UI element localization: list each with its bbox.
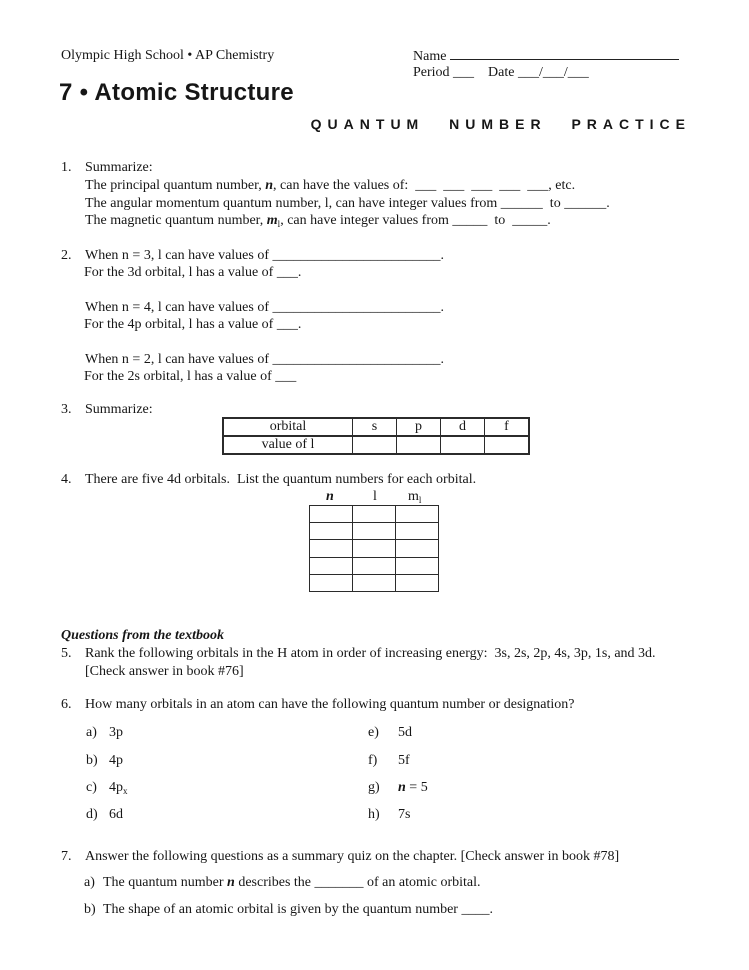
q6-item-h: [368, 806, 410, 823]
table-cell-empty: [353, 523, 396, 540]
q3-number: 3.: [61, 402, 72, 417]
table-cell-empty: [396, 540, 439, 557]
q1-l1-blanks: , can have the values of: ___ ___ ___ ___ ___, etc.: [273, 178, 576, 193]
q6-item-g: [368, 779, 428, 796]
table-cell-empty: [310, 540, 353, 557]
table-cell-empty: [353, 436, 397, 454]
item-value: 5f: [398, 753, 410, 768]
q7-text: Answer the following questions as a summary quiz on the chapter. [Check answer in book #78]: [85, 849, 620, 864]
q1-l3-blanks: , can have integer values from _____ to _____.: [280, 213, 551, 228]
item-value: = 5: [405, 780, 428, 795]
table-cell-empty: [353, 506, 396, 523]
q1-m-subscript: l: [277, 219, 281, 229]
name-blank-line: [450, 46, 679, 60]
q2-number: 2.: [61, 248, 72, 263]
item-subscript: x: [123, 786, 128, 796]
q4-m-subscript: l: [418, 495, 422, 505]
item-value: 6d: [109, 807, 123, 822]
table-cell-empty: [353, 574, 396, 591]
q3-col-s: s: [353, 418, 397, 436]
q4-header-l: l: [373, 489, 377, 504]
item-value: 7s: [398, 807, 411, 822]
q6-item-e: [368, 724, 412, 741]
q4-m-symbol: m: [408, 489, 419, 504]
q4-number: 4.: [61, 472, 72, 487]
item-value: 5d: [398, 725, 412, 740]
table-cell-empty: [353, 557, 396, 574]
q1-intro: Summarize:: [85, 160, 153, 175]
item-value: 4p: [109, 780, 123, 795]
q6-number: 6.: [61, 697, 72, 712]
name-label: Name: [413, 49, 447, 64]
table-cell-empty: [310, 523, 353, 540]
table-cell-empty: [396, 523, 439, 540]
item-value: 4p: [109, 753, 123, 768]
q7-item-a: [84, 874, 481, 891]
q3-value-row: [223, 436, 529, 454]
q2-line-n4: When n = 4, l can have values of ________________________.: [85, 300, 444, 315]
item-letter: f): [368, 753, 378, 768]
table-cell-empty: [396, 574, 439, 591]
q1-line-angular: The angular momentum quantum number, l, can have integer values from ______ to ______.: [85, 196, 610, 211]
q5-number: 5.: [61, 646, 72, 661]
q6-item-c: [86, 779, 128, 796]
q3-intro: Summarize:: [85, 402, 153, 417]
item-letter: e): [368, 725, 379, 740]
table-cell-empty: [396, 506, 439, 523]
school-header: Olympic High School • AP Chemistry: [61, 48, 275, 63]
item-letter: a): [86, 725, 97, 740]
q3-summary-table: [222, 417, 530, 455]
q6-text: How many orbitals in an atom can have the following quantum number or designation?: [85, 697, 575, 712]
item-letter: d): [86, 807, 98, 822]
q2-line-n3: When n = 3, l can have values of ________________________.: [85, 248, 444, 263]
q3-row-label: value of l: [223, 436, 353, 454]
table-row: [310, 574, 439, 591]
q4-header-n: n: [326, 489, 334, 504]
q5-note: [Check answer in book #76]: [85, 664, 244, 679]
q1-number: 1.: [61, 160, 72, 175]
q3-col-orbital: orbital: [223, 418, 353, 436]
q1-line-magnetic: [85, 212, 551, 229]
q1-n-symbol: n: [265, 178, 274, 193]
page-title: 7 • Atomic Structure: [59, 79, 294, 106]
name-row: [413, 46, 679, 65]
q4-text: There are five 4d orbitals. List the quantum numbers for each orbital.: [85, 472, 477, 487]
q1-l3-text: The magnetic quantum number,: [85, 213, 267, 228]
table-row: [310, 506, 439, 523]
item-letter: g): [368, 780, 380, 795]
table-row: [310, 523, 439, 540]
q6-item-a: [86, 724, 123, 741]
n-symbol: n: [227, 875, 235, 890]
q2-line-3d: For the 3d orbital, l has a value of ___.: [84, 265, 302, 280]
item-value: 3p: [109, 725, 123, 740]
table-cell-empty: [397, 436, 441, 454]
q2-line-2s: For the 2s orbital, l has a value of ___: [84, 369, 297, 384]
q7-number: 7.: [61, 849, 72, 864]
table-row: [310, 557, 439, 574]
q7-item-b: [84, 901, 493, 918]
q5-text: Rank the following orbitals in the H atom in order of increasing energy: 3s, 2s, 2p, 4s, 3p, 1s, and 3d.: [85, 646, 656, 661]
q1-l1-text: The principal quantum number,: [85, 178, 266, 193]
q1-m-symbol: m: [266, 213, 278, 228]
item-letter: b): [84, 902, 96, 917]
q7-a-blank: describes the _______ of an atomic orbital.: [234, 875, 481, 890]
item-letter: b): [86, 753, 98, 768]
table-cell-empty: [396, 557, 439, 574]
q6-item-f: [368, 752, 410, 769]
q2-line-n2: When n = 2, l can have values of ________________________.: [85, 352, 444, 367]
table-cell-empty: [485, 436, 530, 454]
q6-item-d: [86, 806, 123, 823]
q7-a-text: The quantum number: [103, 875, 228, 890]
q1-line-principal: [85, 177, 575, 194]
table-cell-empty: [310, 574, 353, 591]
table-cell-empty: [310, 506, 353, 523]
table-cell-empty: [441, 436, 485, 454]
n-symbol: n: [398, 780, 406, 795]
q3-header-row: [223, 418, 529, 436]
q3-col-d: d: [441, 418, 485, 436]
item-letter: a): [84, 875, 95, 890]
table-cell-empty: [353, 540, 396, 557]
item-letter: h): [368, 807, 380, 822]
page-subtitle: QUANTUM NUMBER PRACTICE: [310, 116, 691, 132]
q6-item-b: [86, 752, 123, 769]
q4-quantum-table: [309, 505, 439, 592]
textbook-heading: Questions from the textbook: [61, 628, 224, 643]
q2-line-4p: For the 4p orbital, l has a value of ___.: [84, 317, 302, 332]
q3-col-f: f: [485, 418, 530, 436]
q3-col-p: p: [397, 418, 441, 436]
item-letter: c): [86, 780, 97, 795]
period-date-row: Period ___ Date ___/___/___: [413, 65, 589, 80]
q4-header-ml: [408, 488, 421, 505]
table-row: [310, 540, 439, 557]
q7-b-text: The shape of an atomic orbital is given by the quantum number ____.: [103, 902, 493, 917]
table-cell-empty: [310, 557, 353, 574]
